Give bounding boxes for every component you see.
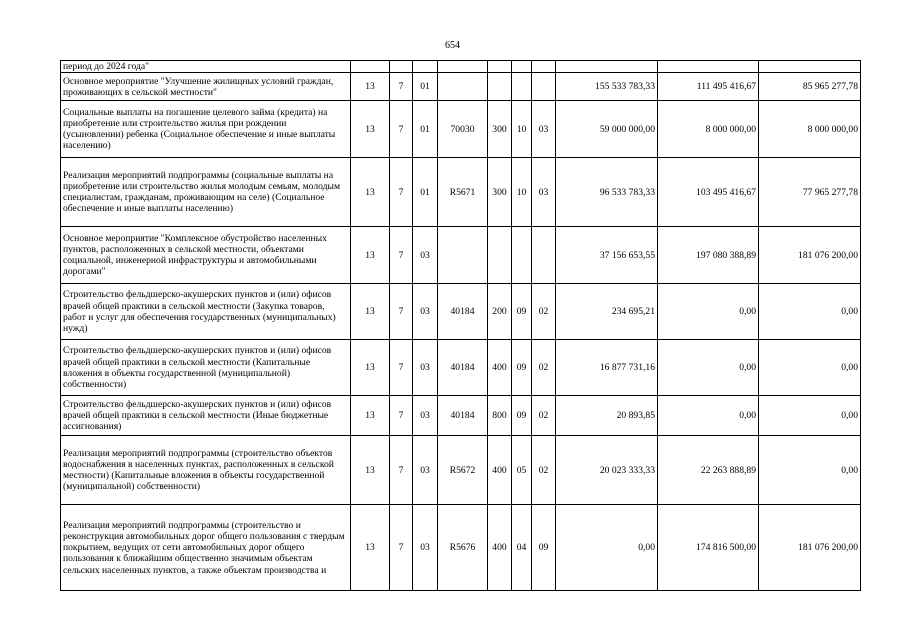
code-subsection	[532, 73, 556, 101]
code-section	[512, 61, 532, 73]
code-subprogram: 03	[413, 436, 438, 505]
budget-table	[60, 60, 861, 591]
code-ministry: 13	[351, 284, 390, 340]
code-expense-type	[488, 61, 512, 73]
table-row	[61, 101, 861, 158]
amount-year-1: 0,00	[556, 505, 658, 591]
amount-year-1: 37 156 653,55	[556, 227, 658, 284]
code-direction	[438, 227, 488, 284]
row-description: Реализация мероприятий подпрограммы (строительство и реконструкция автомобильных дорог общего пользования с твердым покрытием, ведущих от сети автомобильных дорог общего пользования к ближайшим общественно значимым объектам сельских населенных пунктов, а также объектам производства и	[61, 505, 351, 591]
amount-year-3: 0,00	[759, 340, 861, 396]
amount-year-2: 111 495 416,67	[658, 73, 759, 101]
amount-year-3: 0,00	[759, 284, 861, 340]
code-program: 7	[390, 505, 413, 591]
code-subprogram: 03	[413, 505, 438, 591]
amount-year-3: 8 000 000,00	[759, 101, 861, 158]
amount-year-1: 96 533 783,33	[556, 158, 658, 227]
code-ministry: 13	[351, 340, 390, 396]
code-program: 7	[390, 436, 413, 505]
code-subprogram: 01	[413, 158, 438, 227]
code-subsection: 02	[532, 340, 556, 396]
amount-year-1: 16 877 731,16	[556, 340, 658, 396]
code-subsection: 02	[532, 396, 556, 436]
code-ministry: 13	[351, 396, 390, 436]
code-section: 09	[512, 284, 532, 340]
code-subprogram: 01	[413, 73, 438, 101]
table-row	[61, 396, 861, 436]
amount-year-1: 155 533 783,33	[556, 73, 658, 101]
amount-year-2: 0,00	[658, 396, 759, 436]
code-ministry: 13	[351, 101, 390, 158]
amount-year-2: 197 080 388,89	[658, 227, 759, 284]
code-section: 09	[512, 396, 532, 436]
code-direction: R5676	[438, 505, 488, 591]
code-subprogram: 03	[413, 227, 438, 284]
amount-year-2: 0,00	[658, 340, 759, 396]
code-direction: 40184	[438, 340, 488, 396]
table-row	[61, 73, 861, 101]
code-expense-type: 400	[488, 505, 512, 591]
code-subprogram: 03	[413, 396, 438, 436]
code-direction: R5672	[438, 436, 488, 505]
amount-year-2: 0,00	[658, 284, 759, 340]
code-expense-type: 200	[488, 284, 512, 340]
code-section	[512, 227, 532, 284]
row-description: Строительство фельдшерско-акушерских пунктов и (или) офисов врачей общей практики в сельской местности (Закупка товаров, работ и услуг для обеспечения государственных (муниципальных) нужд)	[61, 284, 351, 340]
code-subprogram: 01	[413, 101, 438, 158]
code-subprogram	[413, 61, 438, 73]
code-section: 09	[512, 340, 532, 396]
code-section: 05	[512, 436, 532, 505]
table-row	[61, 340, 861, 396]
amount-year-3: 181 076 200,00	[759, 505, 861, 591]
amount-year-3: 0,00	[759, 396, 861, 436]
page-number: 654	[445, 40, 460, 51]
code-subsection: 03	[532, 101, 556, 158]
amount-year-3: 85 965 277,78	[759, 73, 861, 101]
amount-year-3	[759, 61, 861, 73]
code-direction	[438, 61, 488, 73]
row-description: Строительство фельдшерско-акушерских пунктов и (или) офисов врачей общей практики в сельской местности (Иные бюджетные ассигнования)	[61, 396, 351, 436]
code-direction: 70030	[438, 101, 488, 158]
code-subsection: 03	[532, 158, 556, 227]
amount-year-1: 20 893,85	[556, 396, 658, 436]
amount-year-2: 22 263 888,89	[658, 436, 759, 505]
amount-year-3: 0,00	[759, 436, 861, 505]
table-row	[61, 436, 861, 505]
row-description: Реализация мероприятий подпрограммы (строительство объектов водоснабжения в населенных пунктах, расположенных в сельской местности) (Капитальные вложения в объекты государственной (муниципальной) собственности)	[61, 436, 351, 505]
row-description: Основное мероприятие "Улучшение жилищных условий граждан, проживающих в сельской местности"	[61, 73, 351, 101]
table-row	[61, 227, 861, 284]
code-direction: 40184	[438, 284, 488, 340]
code-program: 7	[390, 284, 413, 340]
code-section: 10	[512, 158, 532, 227]
code-program: 7	[390, 158, 413, 227]
code-ministry: 13	[351, 73, 390, 101]
amount-year-2: 103 495 416,67	[658, 158, 759, 227]
code-direction: 40184	[438, 396, 488, 436]
code-subprogram: 03	[413, 340, 438, 396]
code-ministry: 13	[351, 436, 390, 505]
code-section	[512, 73, 532, 101]
code-expense-type: 400	[488, 436, 512, 505]
code-program: 7	[390, 101, 413, 158]
code-direction	[438, 73, 488, 101]
amount-year-3: 181 076 200,00	[759, 227, 861, 284]
amount-year-1: 234 695,21	[556, 284, 658, 340]
table-row	[61, 61, 861, 73]
code-subsection	[532, 61, 556, 73]
amount-year-3: 77 965 277,78	[759, 158, 861, 227]
code-program	[390, 61, 413, 73]
code-section: 10	[512, 101, 532, 158]
amount-year-1: 59 000 000,00	[556, 101, 658, 158]
amount-year-1: 20 023 333,33	[556, 436, 658, 505]
table-row	[61, 505, 861, 591]
amount-year-2: 8 000 000,00	[658, 101, 759, 158]
code-program: 7	[390, 227, 413, 284]
row-description: Строительство фельдшерско-акушерских пунктов и (или) офисов врачей общей практики в сельской местности (Капитальные вложения в объекты государственной (муниципальной) собственности)	[61, 340, 351, 396]
amount-year-2: 174 816 500,00	[658, 505, 759, 591]
code-direction: R5671	[438, 158, 488, 227]
row-description: Основное мероприятие "Комплексное обустройство населенных пунктов, расположенных в сельской местности, объектами социальной, инженерной инфраструктуры и автомобильными дорогами"	[61, 227, 351, 284]
code-expense-type	[488, 73, 512, 101]
code-program: 7	[390, 73, 413, 101]
code-section: 04	[512, 505, 532, 591]
table-row	[61, 284, 861, 340]
code-expense-type	[488, 227, 512, 284]
code-subsection: 02	[532, 436, 556, 505]
code-expense-type: 800	[488, 396, 512, 436]
amount-year-1	[556, 61, 658, 73]
code-expense-type: 400	[488, 340, 512, 396]
code-ministry: 13	[351, 158, 390, 227]
code-ministry	[351, 61, 390, 73]
code-subsection: 02	[532, 284, 556, 340]
amount-year-2	[658, 61, 759, 73]
code-ministry: 13	[351, 505, 390, 591]
row-description: Социальные выплаты на погашение целевого займа (кредита) на приобретение или строительство жилья при рождении (усыновлении) ребенка (Социальное обеспечение и иные выплаты населению)	[61, 101, 351, 158]
code-subsection	[532, 227, 556, 284]
table-row	[61, 158, 861, 227]
code-expense-type: 300	[488, 158, 512, 227]
code-subprogram: 03	[413, 284, 438, 340]
code-program: 7	[390, 396, 413, 436]
row-description: период до 2024 года"	[61, 61, 351, 73]
code-expense-type: 300	[488, 101, 512, 158]
code-subsection: 09	[532, 505, 556, 591]
code-program: 7	[390, 340, 413, 396]
row-description: Реализация мероприятий подпрограммы (социальные выплаты на приобретение или строительство жилья молодым семьям, молодым специалистам, гражданам, проживающим на селе) (Социальное обеспечение и иные выплаты населению)	[61, 158, 351, 227]
code-ministry: 13	[351, 227, 390, 284]
